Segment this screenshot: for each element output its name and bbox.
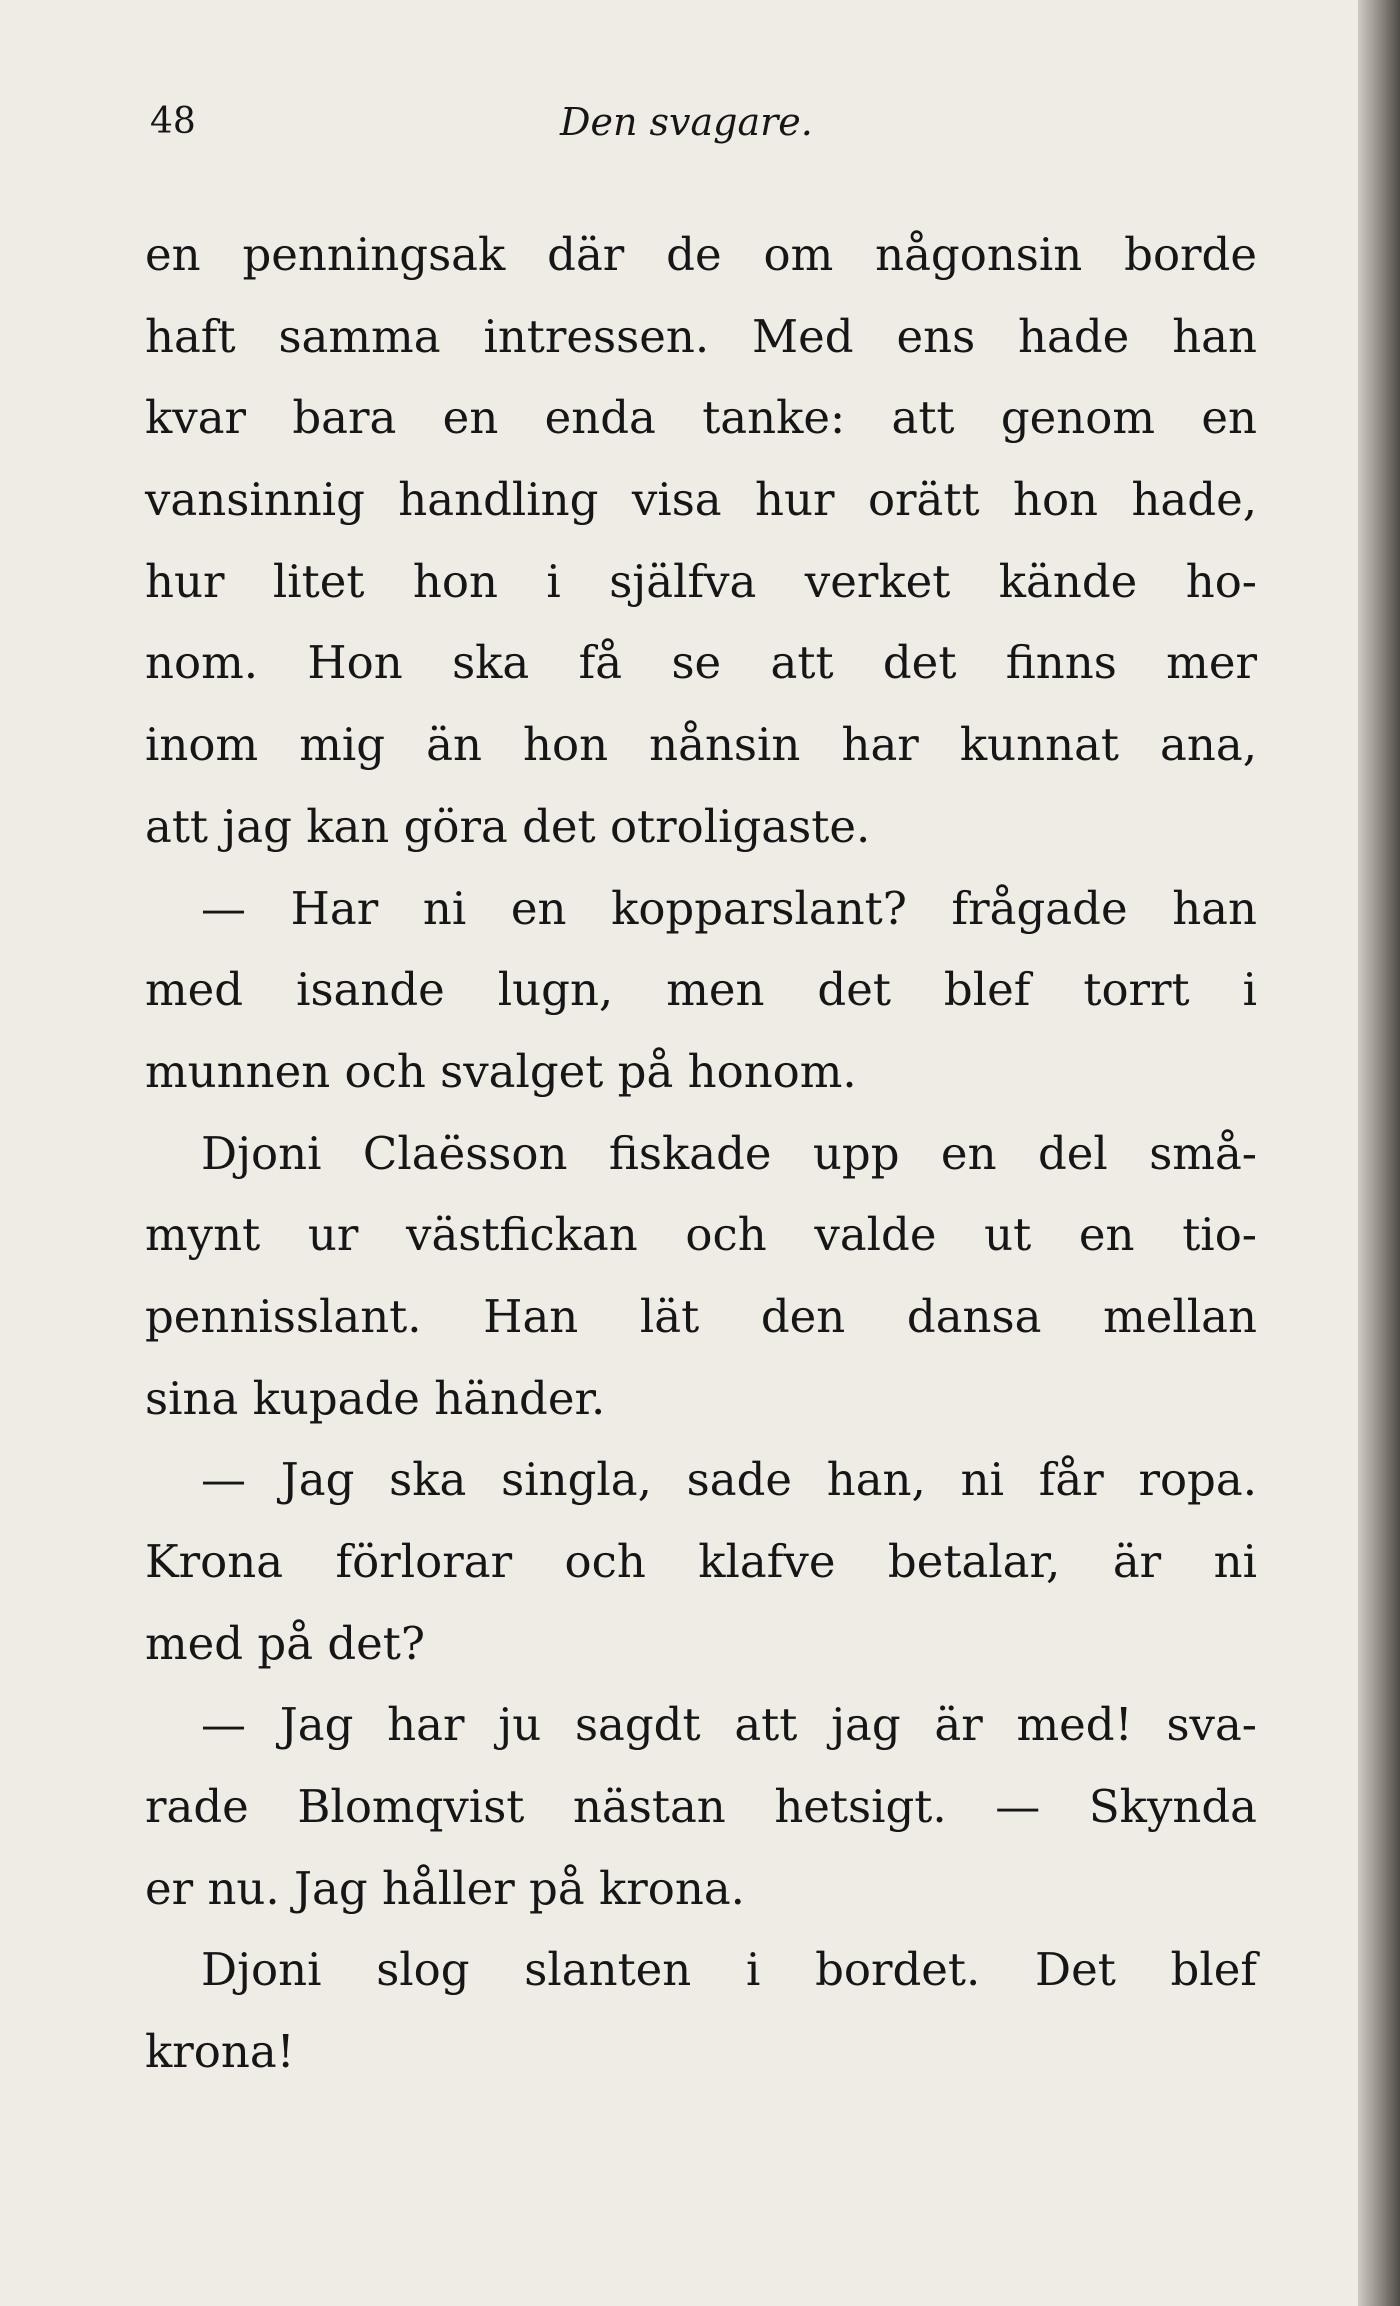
body-text (145, 214, 1257, 2093)
text-line: krona! (145, 2025, 295, 2079)
text-line: mynt ur västfickan och valde ut en tio- (145, 1208, 1257, 1262)
text-line: med isande lugn, men det blef torrt i (145, 963, 1257, 1017)
text-line: Krona förlorar och klafve betalar, är ni (145, 1535, 1257, 1588)
text-line: — Jag ska singla, sade han, ni får ropa. (201, 1453, 1257, 1507)
running-title: Den svagare. (560, 100, 813, 144)
text-line: hur litet hon i själfva verket kände ho- (145, 554, 1257, 608)
page-edge-shadow (1358, 0, 1400, 2306)
text-line: munnen och svalget på honom. (145, 1044, 857, 1098)
text-line: sina kupade händer. (145, 1371, 606, 1425)
text-line: kvar bara en enda tanke: att genom en (145, 391, 1257, 445)
page-number: 48 (150, 101, 196, 142)
page-header (150, 92, 1270, 152)
text-line: att jag kan göra det otroligaste. (145, 799, 871, 853)
text-line: med på det? (145, 1616, 425, 1670)
text-line: en penningsak där de om någonsin borde (145, 228, 1257, 281)
text-line: inom mig än hon nånsin har kunnat ana, (145, 718, 1257, 772)
text-line: Djoni Claësson fiskade upp en del små- (201, 1126, 1257, 1180)
text-line: pennisslant. Han lät den dansa mellan (145, 1289, 1257, 1343)
text-line: er nu. Jag håller på krona. (145, 1861, 745, 1915)
text-line: rade Blomqvist nästan hetsigt. — Skynda (145, 1780, 1257, 1834)
text-line: — Jag har ju sagdt att jag är med! sva- (201, 1698, 1257, 1752)
text-line: vansinnig handling visa hur orätt hon hade, (145, 473, 1257, 527)
text-line: — Har ni en kopparslant? frågade han (201, 881, 1257, 935)
text-line: Djoni slog slanten i bordet. Det blef (201, 1943, 1257, 1997)
text-line: haft samma intressen. Med ens hade han (145, 309, 1257, 363)
text-line: nom. Hon ska få se att det finns mer (145, 636, 1257, 690)
